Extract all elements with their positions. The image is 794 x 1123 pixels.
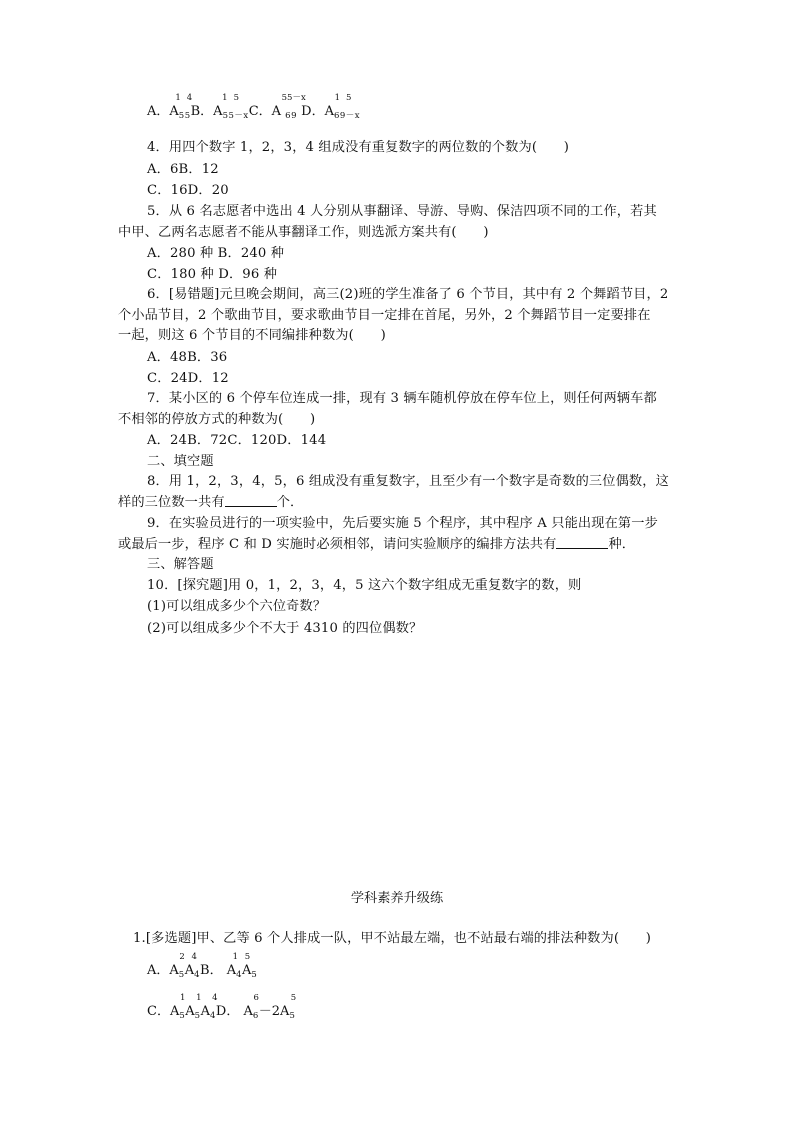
q9-answer-blank — [556, 536, 608, 549]
section-heading-answer: 三、解答题 — [147, 557, 214, 572]
p1-option-a-math: 2 4 $A_5A_4$ — [169, 952, 201, 980]
q7-options: A．24B．72C．120D．144 — [147, 433, 327, 448]
p1-options-cd: C． 1 1 4 $A_5A_5A_4D$． 6 $A_6$ 5 $-2A_5$ — [147, 1004, 295, 1034]
p1-option-b-math: 1 5 $A_4A_5$ — [226, 952, 258, 980]
q5-stem-line1: 5．从 6 名志愿者中选出 4 人分别从事翻译、导游、导购、保洁四项不同的工作，若其 — [147, 204, 657, 219]
q7-stem-line1: 7．某小区的 6 个停车位连成一排，现有 3 辆车随机停放在停车位上，则任何两辆车都 — [147, 391, 657, 406]
q5-stem-line2: 中甲、乙两名志愿者不能从事翻译工作，则选派方案共有( ) — [118, 225, 489, 240]
q3-option-a-label: A． — [147, 104, 170, 119]
p1-stem: 1.[多选题]甲、乙等 6 个人排成一队，甲不站最左端，也不站最右端的排法种数为( ) — [133, 931, 652, 946]
q3-option-a-math: 14 $A_{55}$ — [169, 93, 199, 121]
section-title: 学科素养升级练 — [350, 891, 444, 906]
q8-stem-line2: 样的三位数一共有 个． — [118, 495, 304, 510]
p1-option-c-math: 1 1 4 $A_5A_5A_4$ — [169, 993, 222, 1021]
q6-options-cd: C．24D．12 — [147, 371, 229, 386]
q3-options — [147, 93, 361, 134]
q5-options-ab: A．280 种 B．240 种 — [147, 246, 285, 261]
q3-option-c-math: 55－x A $_{69}$ — [271, 93, 306, 121]
q8-answer-blank — [225, 494, 277, 507]
q9-stem-line1: 9．在实验员进行的一项实验中，先后要实施 5 个程序，其中程序 A 只能出现在第一步 — [147, 516, 658, 531]
q9-stem-line2: 或最后一步，程序 C 和 D 实施时必须相邻，请问实验顺序的编排方法共有 种． — [118, 537, 636, 552]
q6-options-ab: A．48B．36 — [147, 350, 228, 365]
q6-stem-line2: 个小品节目，2 个歌曲节目，要求歌曲节目一定排在首尾，另外，2 个舞蹈节目一定要排在 — [118, 308, 651, 323]
q3-option-d-label: D． — [301, 104, 325, 119]
section-heading-fill-in: 二、填空题 — [147, 454, 214, 469]
q3-option-c-label: C． — [248, 104, 272, 119]
q10-sub2: (2)可以组成多少个不大于 4310 的四位偶数？ — [147, 621, 423, 636]
q4-options-ab: A．6B．12 — [147, 162, 219, 177]
q7-stem-line2: 不相邻的停放方式的种数为( ) — [118, 412, 316, 427]
q6-stem-line3: 一起，则这 6 个节目的不同编排种数为( ) — [118, 328, 386, 343]
q10-sub1: (1)可以组成多少个六位奇数？ — [147, 599, 327, 614]
q8-stem-line1: 8．用 1，2，3，4，5，6 组成没有重复数字，且至少有一个数字是奇数的三位偶数，这 — [147, 474, 669, 489]
q3-option-b-math: 15 $A_{55-x}$ — [213, 93, 249, 121]
q10-stem: 10．[探究题]用 0，1，2，3，4，5 这六个数字组成无重复数字的数，则 — [147, 578, 582, 593]
q4-options-cd: C．16D．20 — [147, 183, 229, 198]
p1-option-d-math: 6 $A_6$ — [243, 993, 265, 1021]
q3-option-d-math: 15 $A_{69-x}$ — [324, 93, 361, 121]
p1-options-ab: A． 2 4 $A_5A_4B$． 1 5 $A_4A_5$ — [147, 963, 257, 993]
q3-option-b-label: B． — [190, 104, 214, 119]
q6-stem-line1: 6．[易错题]元旦晚会期间，高三(2)班的学生准备了 6 个节目，其中有 2 个舞蹈节目，2 — [147, 287, 669, 302]
q4-stem: 4．用四个数字 1，2，3，4 组成没有重复数字的两位数的个数为( ) — [147, 140, 570, 155]
q5-options-cd: C．180 种 D．96 种 — [147, 267, 278, 282]
